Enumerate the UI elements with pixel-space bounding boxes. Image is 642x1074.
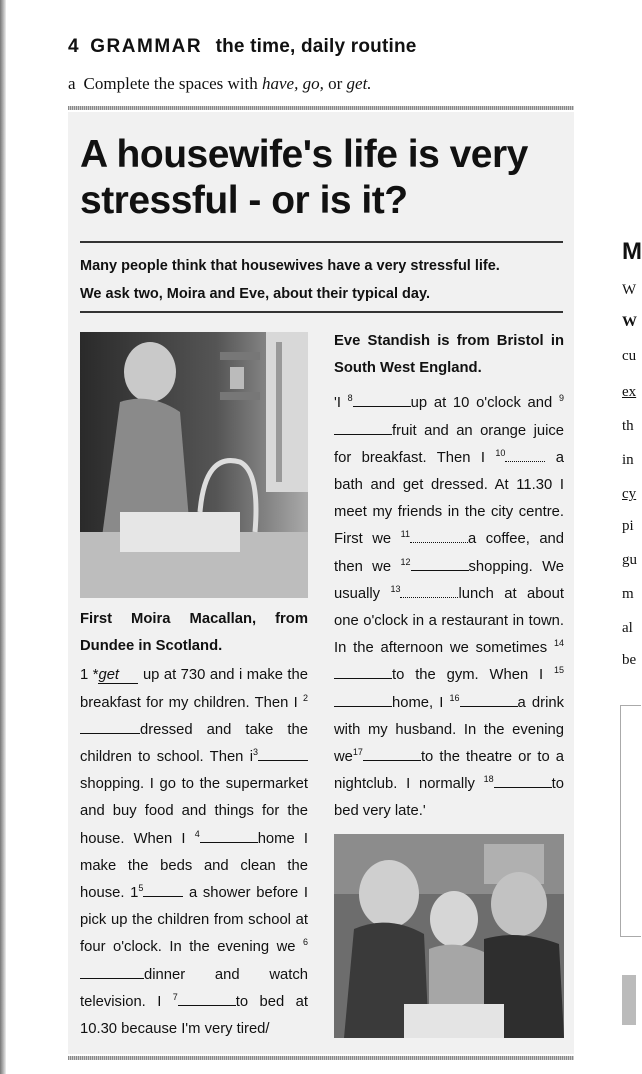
intro-line-2: We ask two, Moira and Eve, about their typical day. (80, 286, 430, 302)
divider (80, 241, 563, 243)
text: home, I (392, 694, 450, 711)
adjacent-text: ex (622, 384, 637, 400)
blank-number: 5 (138, 883, 144, 894)
moira-text (80, 662, 308, 1043)
blank-4[interactable] (200, 827, 258, 843)
blank-5[interactable] (143, 881, 183, 897)
adjacent-text: cy (622, 486, 637, 502)
section-topic: the time, daily routine (215, 36, 417, 57)
blank-15[interactable] (334, 691, 392, 707)
text: to bed very late.' (334, 776, 564, 820)
adjacent-box (620, 705, 641, 937)
blank-number: 9 (558, 393, 564, 404)
blank-13[interactable] (400, 582, 458, 598)
blank-number: 12 (400, 556, 411, 567)
blank-12[interactable] (411, 555, 469, 571)
blank-number: 18 (483, 774, 494, 785)
blank-number: 15 (553, 665, 564, 676)
intro-line-1: Many people think that housewives have a very stressful life. (80, 258, 500, 274)
adjacent-page-initial: M (622, 238, 642, 265)
adjacent-text: pi (622, 518, 634, 534)
eve-heading: Eve Standish is from Bristol in South West England. (334, 333, 564, 377)
blank-10[interactable] (505, 446, 545, 462)
instruction-options: have, go, (262, 74, 324, 93)
exercise-letter: a (68, 74, 76, 93)
blank-number: 3 (252, 747, 258, 758)
exercise-instruction (68, 74, 372, 94)
adjacent-text: W (622, 314, 637, 330)
text: dinner and watch television. I (80, 966, 308, 1010)
blank-9[interactable] (334, 419, 392, 435)
eve-text (334, 390, 564, 825)
blank-number: 6 (302, 937, 308, 948)
text: 1 * (80, 667, 99, 684)
blank-number: 10 (495, 447, 506, 458)
instruction-or: or (323, 74, 347, 93)
article-title-line-2: stressful - or is it? (80, 179, 408, 222)
photo-woman-washing-dishes (80, 332, 308, 598)
moira-heading: First Moira Macallan, from Dundee in Scotland. (80, 611, 308, 655)
book-binding-shadow (0, 0, 6, 1074)
blank-3[interactable] (258, 745, 308, 761)
blank-number: 16 (449, 692, 460, 703)
adjacent-text: al (622, 620, 633, 636)
blank-number: 14 (553, 638, 564, 649)
text: to bed at 10.30 because I'm very tired/ (80, 993, 308, 1038)
text: shopping. We usually (334, 558, 565, 602)
text: up at 10 o'clock and (410, 395, 559, 412)
text: a bath and get dressed. At 11.30 I meet my friends in the city centre. First we (334, 449, 564, 548)
text: shopping. I go to the supermarket and buy food and things for the house. When I (80, 776, 308, 847)
photo-three-women-cafe (334, 834, 564, 1038)
divider (80, 311, 563, 313)
instruction-last-option: get. (346, 74, 372, 93)
adjacent-text: gu (622, 552, 637, 568)
blank-11[interactable] (410, 527, 468, 543)
blank-7[interactable] (178, 990, 236, 1006)
top-rule (68, 106, 574, 110)
blank-number: 11 (400, 529, 410, 540)
text: lunch at about one o'clock in a restaurant in town. In the afternoon we sometimes (334, 585, 564, 657)
blank-number: 8 (347, 393, 353, 404)
adjacent-grey-block (622, 975, 636, 1025)
adjacent-text: cu (622, 348, 637, 364)
article-intro (80, 252, 564, 308)
eve-column (334, 328, 564, 826)
text: a coffee, and then we (334, 531, 565, 575)
text: to the theatre or to a nightclub. I normally (334, 749, 564, 793)
adjacent-text: W (622, 282, 637, 298)
adjacent-text: in (622, 452, 634, 468)
article-title-line-1: A housewife's life is very (80, 133, 528, 176)
blank-number: 17 (352, 747, 363, 758)
text: a shower before I pick up the children from school at four o'clock. In the evening we (80, 885, 308, 956)
text: home I make the beds and clean the house. 1 (80, 830, 308, 902)
blank-number: 13 (390, 583, 401, 594)
article-box (68, 112, 574, 1054)
text: fruit and an orange juice for breakfast. Then I (334, 422, 564, 466)
blank-8[interactable] (353, 391, 411, 407)
section-grammar-label: GRAMMAR (90, 36, 203, 57)
example-answer: get (98, 668, 138, 684)
blank-number: 4 (194, 828, 200, 839)
adjacent-page-fragment (622, 0, 642, 1074)
text: up at 730 and i make the breakfast for my children. Then I (80, 667, 308, 711)
adjacent-text: th (622, 418, 634, 434)
bottom-rule (68, 1056, 574, 1060)
blank-number: 2 (302, 692, 308, 703)
article-title (80, 132, 560, 224)
section-heading (68, 36, 417, 58)
text: a drink with my husband. In the evening we (334, 694, 564, 766)
blank-17[interactable] (363, 745, 421, 761)
instruction-text: Complete the spaces with (83, 74, 263, 93)
section-number: 4 (68, 36, 79, 57)
adjacent-text: be (622, 652, 637, 668)
blank-18[interactable] (494, 772, 552, 788)
moira-column (80, 606, 308, 1043)
blank-14[interactable] (334, 663, 392, 679)
adjacent-text: m (622, 586, 634, 602)
text: 'I (334, 395, 348, 412)
text: to the gym. When I (392, 667, 554, 684)
blank-6[interactable] (80, 963, 144, 979)
blank-16[interactable] (460, 691, 518, 707)
text: dressed and take the children to school. Then i (80, 721, 308, 766)
blank-number: 7 (172, 991, 178, 1002)
blank-2[interactable] (80, 718, 140, 734)
